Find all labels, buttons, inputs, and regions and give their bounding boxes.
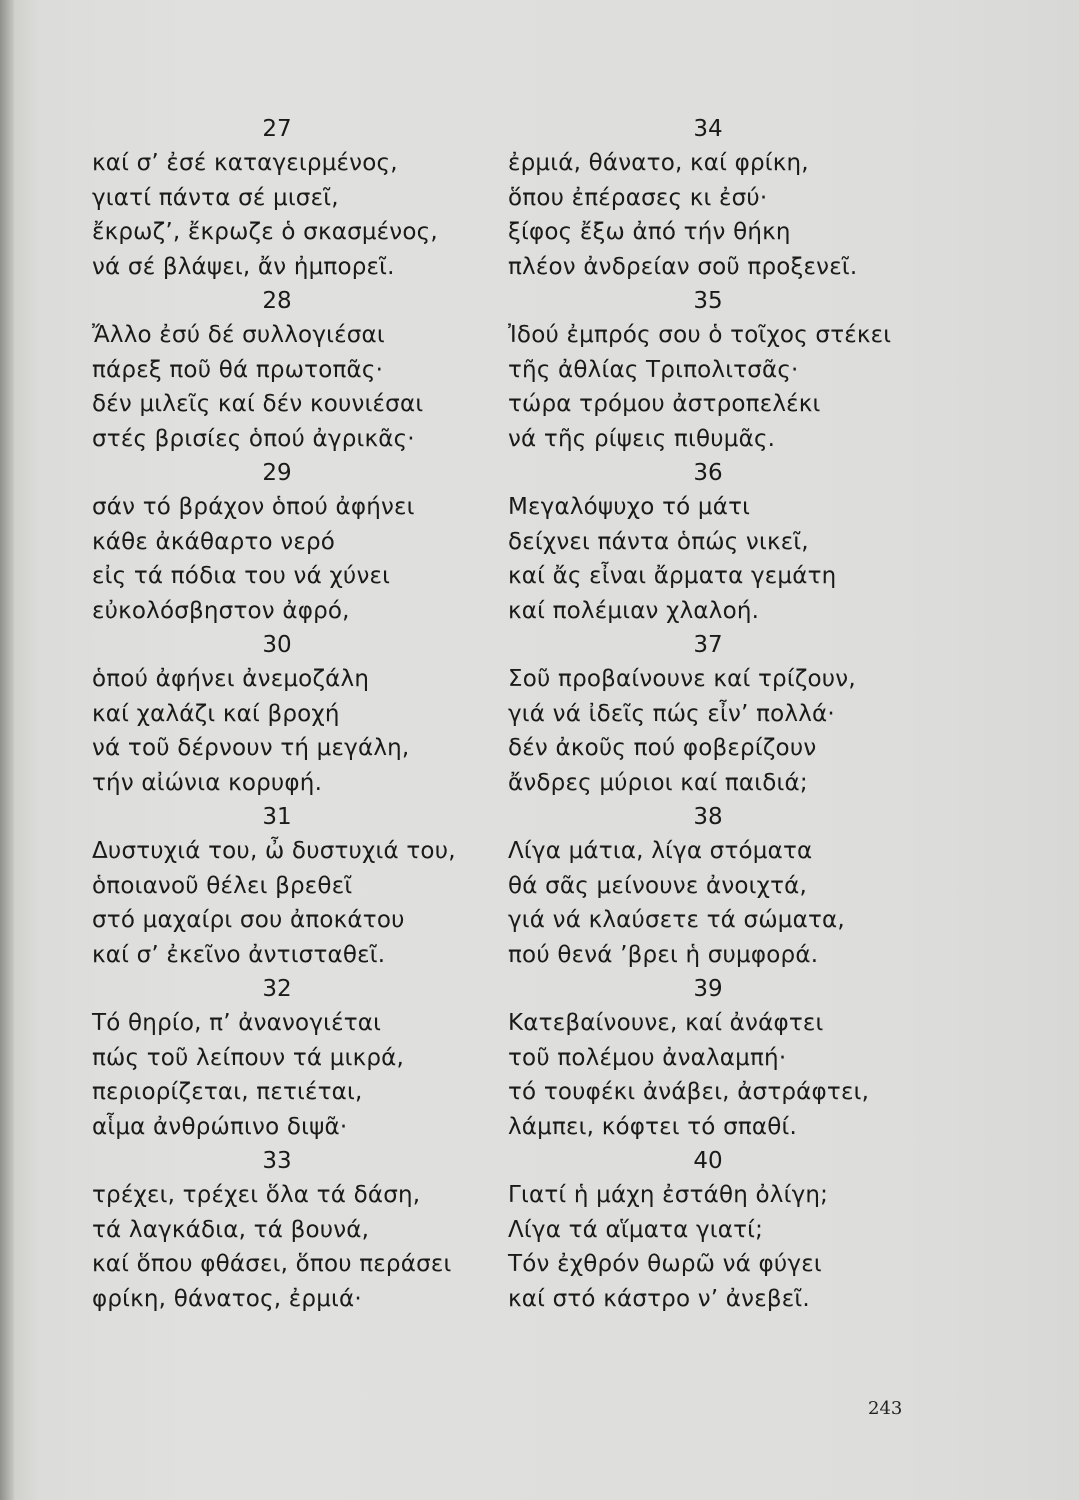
- stanza-27: [92, 112, 492, 284]
- verse-line: νά τοῦ δέρνουν τή μεγάλη,: [92, 735, 410, 761]
- stanza-number: 29: [262, 460, 292, 486]
- verse-line: καί πολέμιαν χλαλοή.: [508, 597, 760, 624]
- verse-line: Λίγα τά αἵματα γιατί;: [508, 1216, 764, 1243]
- verse-line: καί σ’ ἐκεῖνο ἀντισταθεῖ.: [92, 941, 386, 968]
- stanza-39: [508, 972, 928, 1144]
- verse-line: Γιατί ἡ μάχη ἐστάθη ὀλίγη;: [508, 1182, 829, 1208]
- stanza-31: [92, 800, 492, 972]
- verse-line: τό τουφέκι ἀνάβει, ἀστράφτει,: [508, 1079, 870, 1105]
- verse-line: καί χαλάζι καί βροχή: [92, 700, 340, 727]
- stanza-30: [92, 628, 492, 800]
- verse-line: Σοῦ προβαίνουνε καί τρίζουν,: [508, 666, 856, 692]
- verse-line: πού θενά ’βρει ἡ συμφορά.: [508, 941, 819, 968]
- verse-line: καί σ’ ἐσέ καταγειρμένος,: [92, 150, 398, 176]
- verse-line: Τόν ἐχθρόν θωρῶ νά φύγει: [508, 1251, 822, 1277]
- verse-line: καί ὅπου φθάσει, ὅπου περάσει: [92, 1251, 452, 1277]
- verse-line: ὁπού ἀφήνει ἀνεμοζάλη: [92, 666, 370, 692]
- stanza-number: 32: [262, 976, 292, 1002]
- verse-line: περιορίζεται, πετιέται,: [92, 1079, 363, 1105]
- stanza-number: 28: [262, 288, 292, 314]
- verse-line: Τό θηρίο, π’ ἀνανογιέται: [92, 1010, 382, 1036]
- verse-line: στό μαχαίρι σου ἀποκάτου: [92, 907, 405, 933]
- verse-line: γιατί πάντα σέ μισεῖ,: [92, 184, 339, 211]
- stanza-29: [92, 456, 492, 628]
- left-column: [92, 112, 492, 1316]
- verse-line: τήν αἰώνια κορυφή.: [92, 769, 323, 796]
- verse-line: θά σᾶς μείνουνε ἀνοιχτά,: [508, 872, 808, 899]
- verse-line: δείχνει πάντα ὁπώς νικεῖ,: [508, 528, 809, 555]
- verse-line: ἔκρωζ’, ἔκρωζε ὁ σκασμένος,: [92, 219, 438, 245]
- stanza-number: 39: [693, 976, 723, 1002]
- verse-line: ξίφος ἔξω ἀπό τήν θήκη: [508, 219, 791, 245]
- stanza-number: 27: [262, 116, 292, 142]
- verse-line: ἄνδρες μύριοι καί παιδιά;: [508, 769, 808, 796]
- verse-line: νά σέ βλάψει, ἄν ἠμπορεῖ.: [92, 253, 395, 280]
- stanza-number: 38: [693, 804, 723, 830]
- stanza-37: [508, 628, 928, 800]
- verse-line: Ἄλλο ἐσύ δέ συλλογιέσαι: [92, 322, 385, 348]
- stanza-32: [92, 972, 492, 1144]
- verse-line: καί στό κάστρο ν’ ἀνεβεῖ.: [508, 1285, 810, 1312]
- verse-line: τρέχει, τρέχει ὅλα τά δάση,: [92, 1182, 421, 1208]
- verse-line: γιά νά κλαύσετε τά σώματα,: [508, 907, 845, 933]
- stanza-number: 31: [262, 804, 292, 830]
- verse-line: στές βρισίες ὁπού ἀγρικᾶς·: [92, 425, 415, 452]
- verse-line: αἷμα ἀνθρώπινο διψᾶ·: [92, 1113, 348, 1140]
- verse-line: τῆς ἀθλίας Τριπολιτσᾶς·: [508, 356, 799, 383]
- stanza-number: 30: [262, 632, 292, 658]
- verse-line: Κατεβαίνουνε, καί ἀνάφτει: [508, 1010, 824, 1036]
- stanza-36: [508, 456, 928, 628]
- verse-line: τοῦ πολέμου ἀναλαμπή·: [508, 1044, 787, 1071]
- verse-line: Μεγαλόψυχο τό μάτι: [508, 494, 751, 520]
- verse-line: κάθε ἀκάθαρτο νερό: [92, 528, 336, 555]
- verse-line: λάμπει, κόφτει τό σπαθί.: [508, 1113, 798, 1140]
- verse-line: σάν τό βράχον ὁπού ἀφήνει: [92, 494, 415, 520]
- stanza-number: 40: [693, 1148, 723, 1174]
- verse-line: δέν ἀκοῦς πού φοβερίζουν: [508, 735, 817, 761]
- verse-line: πώς τοῦ λείπουν τά μικρά,: [92, 1044, 405, 1071]
- verse-line: Ἰδού ἐμπρός σου ὁ τοῖχος στέκει: [508, 322, 892, 348]
- stanza-28: [92, 284, 492, 456]
- verse-line: τώρα τρόμου ἀστροπελέκι: [508, 391, 821, 417]
- verse-line: γιά νά ἰδεῖς πώς εἶν’ πολλά·: [508, 700, 835, 727]
- verse-line: δέν μιλεῖς καί δέν κουνιέσαι: [92, 391, 424, 417]
- verse-line: τά λαγκάδια, τά βουνά,: [92, 1216, 370, 1243]
- verse-line: νά τῆς ρίψεις πιθυμᾶς.: [508, 425, 776, 452]
- stanza-35: [508, 284, 928, 456]
- book-spine-shadow: [0, 0, 14, 1500]
- stanza-34: [508, 112, 928, 284]
- stanza-number: 33: [262, 1148, 292, 1174]
- verse-line: καί ἄς εἶναι ἄρματα γεμάτη: [508, 563, 837, 589]
- stanza-38: [508, 800, 928, 972]
- stanza-number: 37: [693, 632, 723, 658]
- stanza-number: 35: [693, 288, 723, 314]
- page-number: 243: [868, 1398, 903, 1419]
- stanza-33: [92, 1144, 492, 1316]
- verse-line: ὅπου ἐπέρασες κι ἐσύ·: [508, 184, 768, 211]
- verse-line: Λίγα μάτια, λίγα στόματα: [508, 838, 813, 864]
- verse-line: πάρεξ ποῦ θά πρωτοπᾶς·: [92, 356, 384, 383]
- verse-line: ἐρμιά, θάνατο, καί φρίκη,: [508, 150, 809, 176]
- right-column: [508, 112, 928, 1316]
- verse-line: ὁποιανοῦ θέλει βρεθεῖ: [92, 872, 353, 899]
- verse-line: πλέον ἀνδρείαν σοῦ προξενεῖ.: [508, 253, 858, 280]
- verse-line: εὐκολόσβηστον ἀφρό,: [92, 597, 350, 624]
- stanza-40: [508, 1144, 928, 1316]
- verse-line: Δυστυχιά του, ὦ δυστυχιά του,: [92, 838, 456, 864]
- verse-line: φρίκη, θάνατος, ἐρμιά·: [92, 1285, 362, 1312]
- verse-line: εἰς τά πόδια του νά χύνει: [92, 563, 391, 589]
- stanza-number: 34: [693, 116, 723, 142]
- stanza-number: 36: [693, 460, 723, 486]
